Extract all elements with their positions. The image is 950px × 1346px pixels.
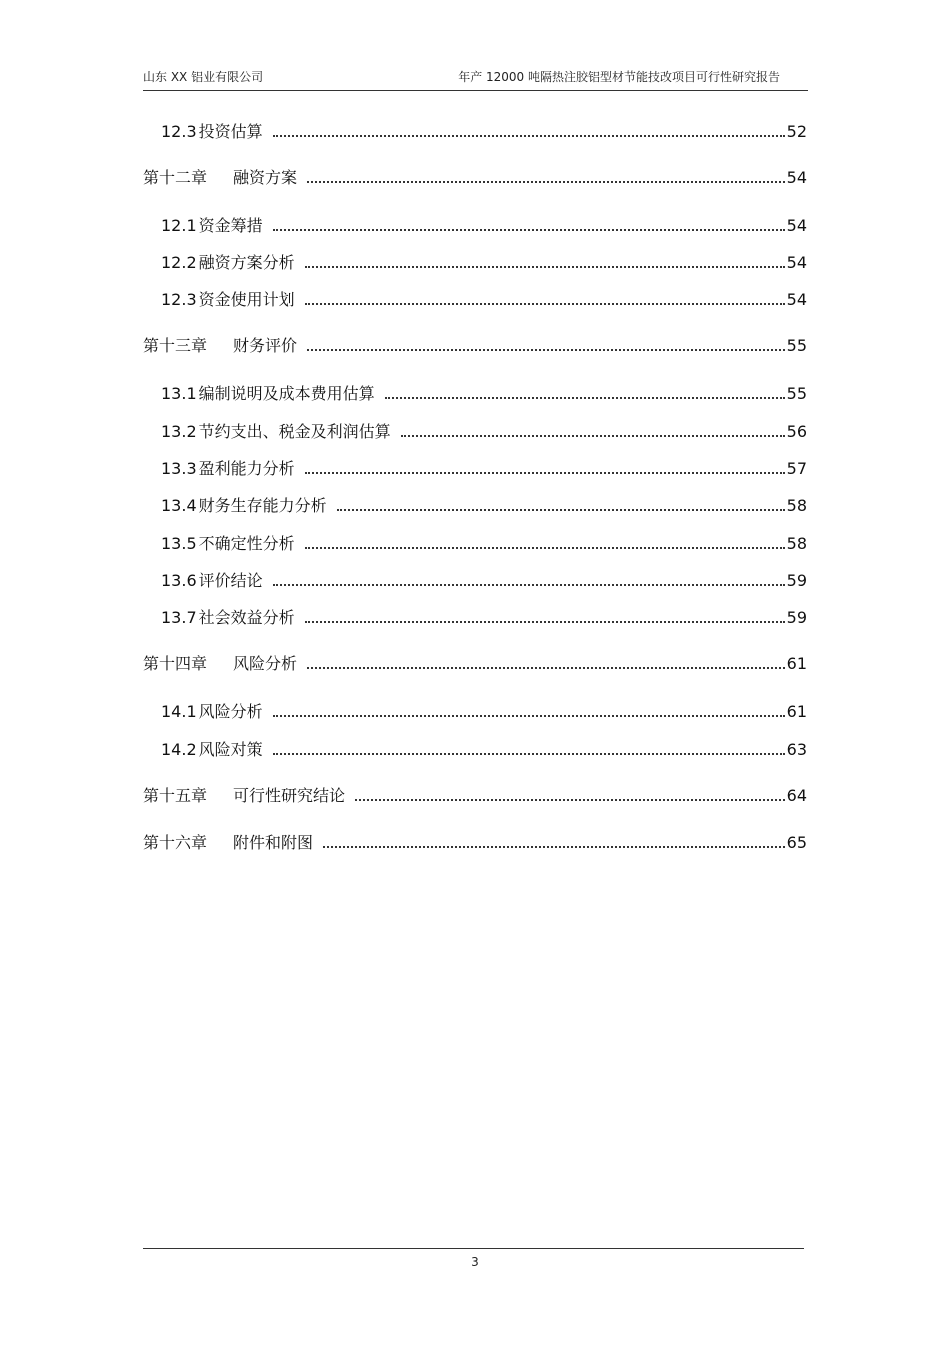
footer-page-number: 3 <box>471 1255 479 1269</box>
toc-chapter-number: 第十四章 <box>143 654 208 673</box>
toc-chapter-title: 附件和附图 <box>233 833 314 852</box>
toc-entry-page: 58 <box>786 496 807 515</box>
toc-leader-dots <box>401 435 785 437</box>
toc-entry-13-7[interactable] <box>161 604 807 628</box>
toc-entry-number: 13.7 <box>161 608 197 627</box>
toc-leader-dots <box>305 303 785 305</box>
toc-entry-title: 资金使用计划 <box>198 290 295 309</box>
toc-entry-number: 12.3 <box>161 122 197 141</box>
toc-entry-13-3[interactable] <box>161 455 807 479</box>
toc-entry-title: 资金筹措 <box>198 216 263 235</box>
toc-entry-13-2[interactable] <box>161 418 807 442</box>
toc-leader-dots <box>307 349 785 351</box>
toc-entry-title: 融资方案分析 <box>198 253 295 272</box>
toc-entry-13-1[interactable] <box>161 380 807 404</box>
toc-chapter-title: 可行性研究结论 <box>233 786 346 805</box>
toc-leader-dots <box>305 472 785 474</box>
toc-entry-number: 12.1 <box>161 216 197 235</box>
toc-leader-dots <box>273 229 785 231</box>
toc-entry-12-3[interactable] <box>161 118 807 142</box>
toc-entry-page: 61 <box>786 702 807 721</box>
toc-entry-title: 节约支出、税金及利润估算 <box>198 422 391 441</box>
toc-entry-page: 59 <box>786 571 807 590</box>
toc-chapter-page: 55 <box>786 336 807 355</box>
toc-chapter-12[interactable] <box>143 164 807 188</box>
toc-leader-dots <box>273 135 785 137</box>
toc-entry-number: 12.3 <box>161 290 197 309</box>
toc-chapter-title: 财务评价 <box>233 336 298 355</box>
toc-entry-number: 13.1 <box>161 384 197 403</box>
toc-chapter-14[interactable] <box>143 650 807 674</box>
footer-rule <box>143 1248 804 1249</box>
toc-leader-dots <box>273 584 785 586</box>
toc-chapter-page: 64 <box>786 786 807 805</box>
toc-entry-number: 13.5 <box>161 534 197 553</box>
toc-entry-page: 59 <box>786 608 807 627</box>
toc-chapter-page: 61 <box>786 654 807 673</box>
toc-chapter-number: 第十六章 <box>143 833 208 852</box>
toc-entry-title: 风险对策 <box>198 740 263 759</box>
toc-entry-number: 13.2 <box>161 422 197 441</box>
toc-chapter-page: 65 <box>786 833 807 852</box>
toc-leader-dots <box>273 715 785 717</box>
toc-leader-dots <box>305 547 785 549</box>
toc-chapter-number: 第十三章 <box>143 336 208 355</box>
toc-chapter-title: 融资方案 <box>233 168 298 187</box>
toc-entry-number: 12.2 <box>161 253 197 272</box>
toc-entry-page: 56 <box>786 422 807 441</box>
toc-leader-dots <box>305 621 785 623</box>
toc-chapter-16[interactable] <box>143 829 807 853</box>
toc-entry-number: 14.1 <box>161 702 197 721</box>
toc-leader-dots <box>385 397 785 399</box>
toc-entry-page: 55 <box>786 384 807 403</box>
toc-entry-13-6[interactable] <box>161 567 807 591</box>
toc-entry-title: 风险分析 <box>198 702 263 721</box>
toc-entry-title: 投资估算 <box>198 122 263 141</box>
toc-entry-page: 54 <box>786 216 807 235</box>
toc-entry-page: 58 <box>786 534 807 553</box>
toc-leader-dots <box>355 799 785 801</box>
toc-entry-number: 13.6 <box>161 571 197 590</box>
toc-entry-number: 13.3 <box>161 459 197 478</box>
toc-entry-page: 54 <box>786 253 807 272</box>
toc-entry-12-1[interactable] <box>161 212 807 236</box>
toc-chapter-number: 第十五章 <box>143 786 208 805</box>
toc-entry-14-1[interactable] <box>161 698 807 722</box>
toc-entry-13-5[interactable] <box>161 530 807 554</box>
toc-entry-title: 编制说明及成本费用估算 <box>198 384 375 403</box>
toc-entry-page: 54 <box>786 290 807 309</box>
toc-entry-page: 57 <box>786 459 807 478</box>
toc-entry-number: 14.2 <box>161 740 197 759</box>
page-header <box>143 66 808 90</box>
toc-chapter-title: 风险分析 <box>233 654 298 673</box>
toc-leader-dots <box>307 667 785 669</box>
toc-entry-title: 财务生存能力分析 <box>198 496 327 515</box>
header-report-title: 年产 12000 吨隔热注胶铝型材节能技改项目可行性研究报告 <box>458 70 780 84</box>
toc-chapter-13[interactable] <box>143 332 807 356</box>
header-company: 山东 XX 铝业有限公司 <box>143 70 264 84</box>
toc-chapter-number: 第十二章 <box>143 168 208 187</box>
toc-entry-12-2[interactable] <box>161 249 807 273</box>
toc-leader-dots <box>323 846 785 848</box>
toc-entry-title: 不确定性分析 <box>198 534 295 553</box>
toc-entry-number: 13.4 <box>161 496 197 515</box>
header-rule <box>143 90 808 91</box>
toc-entry-title: 评价结论 <box>198 571 263 590</box>
toc-leader-dots <box>337 509 785 511</box>
toc-entry-page: 52 <box>786 122 807 141</box>
toc-entry-13-4[interactable] <box>161 492 807 516</box>
toc-entry-12-3b[interactable] <box>161 286 807 310</box>
toc-chapter-15[interactable] <box>143 782 807 806</box>
toc-entry-page: 63 <box>786 740 807 759</box>
toc-leader-dots <box>305 266 785 268</box>
toc-entry-title: 社会效益分析 <box>198 608 295 627</box>
toc-entry-title: 盈利能力分析 <box>198 459 295 478</box>
toc-entry-14-2[interactable] <box>161 736 807 760</box>
toc-leader-dots <box>273 753 785 755</box>
toc-chapter-page: 54 <box>786 168 807 187</box>
toc-leader-dots <box>307 181 785 183</box>
